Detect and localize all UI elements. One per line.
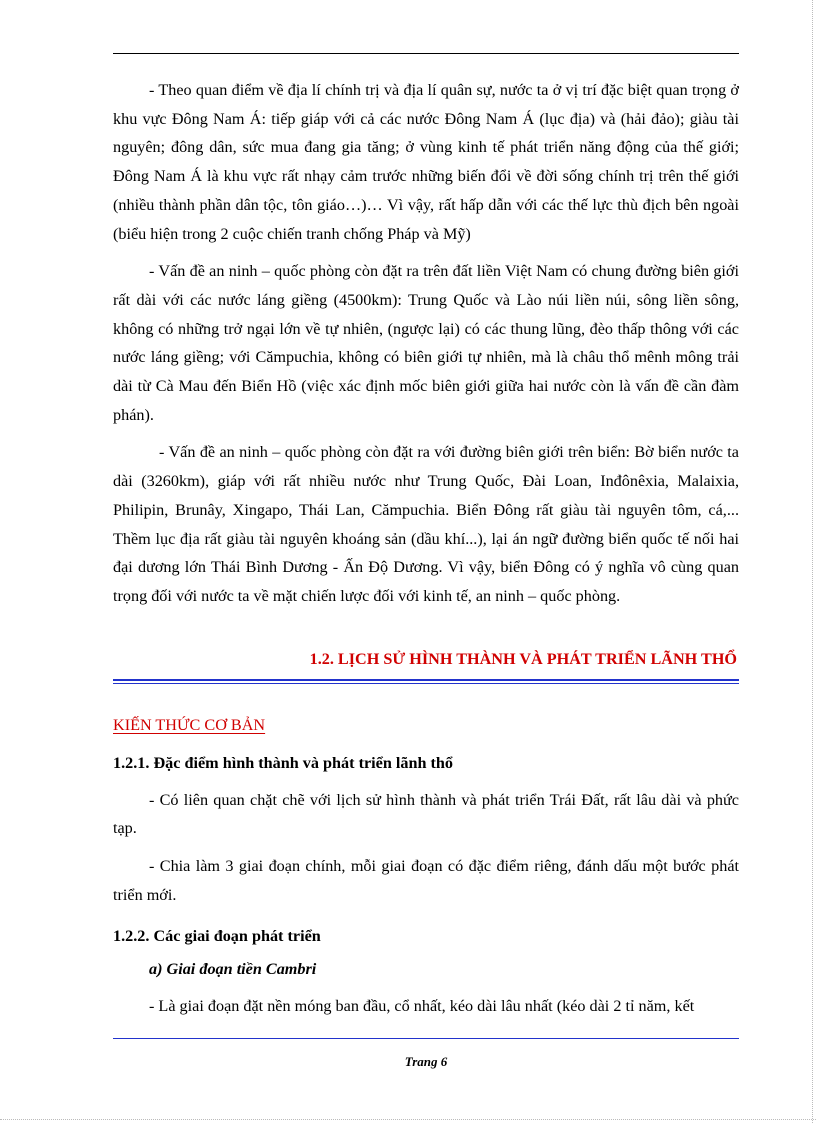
page-content <box>113 76 739 1030</box>
header-rule <box>113 53 739 54</box>
paragraph-formation-relation: - Có liên quan chặt chẽ với lịch sử hình thành và phát triển Trái Đất, rất lâu dài và phức tạp. <box>113 790 739 838</box>
paragraph-sea-border: - Vấn đề an ninh – quốc phòng còn đặt ra với đường biên giới trên biển: Bờ biển nước ta dài (3260km), giáp với rất nhiều nước như Trung Quốc, Đài Loan, Inđônêxia, Malaixia, Philipin, Brunây, Xingapo, Thái Lan, Cămpuchia. Biển Đông rất giàu tài nguyên tôm, cá,... Thềm lục địa rất giàu tài nguyên khoáng sản (dầu khí...), lại án ngữ đường biển quốc tế nối hai đại dương lớn Thái Bình Dương - Ấn Độ Dương. Vì vậy, biển Đông có ý nghĩa vô cùng quan trọng đối với nước ta về mặt chiến lược đối với kinh tế, an ninh – quốc phòng. <box>113 443 739 605</box>
section-title: 1.2. LỊCH SỬ HÌNH THÀNH VÀ PHÁT TRIỂN LÃNH THỔ <box>309 649 737 668</box>
paragraph-three-stages: - Chia làm 3 giai đoạn chính, mỗi giai đoạn có đặc điểm riêng, đánh dấu một bước phát triển mới. <box>113 857 739 904</box>
subsection-heading-1-2-2: 1.2.2. Các giai đoạn phát triển <box>113 927 321 946</box>
footer-rule <box>113 1038 739 1039</box>
section-title-underline <box>113 679 739 684</box>
page-number: Trang 6 <box>404 1054 448 1069</box>
subsection-heading-1-2-1: 1.2.1. Đặc điểm hình thành và phát triển lãnh thổ <box>113 753 454 772</box>
stage-a-heading: a) Giai đoạn tiền Cambri <box>149 960 317 979</box>
paragraph-precambrian: - Là giai đoạn đặt nền móng ban đầu, cổ nhất, kéo dài lâu nhất (kéo dài 2 tỉ năm, kết <box>149 997 695 1016</box>
paragraph-land-border: - Vấn đề an ninh – quốc phòng còn đặt ra trên đất liền Việt Nam có chung đường biên giới rất dài với các nước láng giềng (4500km): Trung Quốc và Lào núi liền núi, sông liền sông, không có những trở ngại lớn về tự nhiên, (ngược lại) có các thung lũng, đèo thấp thông với các nước láng giềng; với Cămpuchia, không có biên giới tự nhiên, mà là châu thổ mênh mông trải dài từ Cà Mau đến Biển Hồ (việc xác định mốc biên giới giữa hai nước còn là vấn đề cần đàm phán). <box>113 262 739 424</box>
page-edge-bottom <box>0 1119 816 1120</box>
basic-knowledge-heading: KIẾN THỨC CƠ BẢN <box>113 715 266 734</box>
paragraph-geopolitics: - Theo quan điểm về địa lí chính trị và địa lí quân sự, nước ta ở vị trí đặc biệt quan trọng ở khu vực Đông Nam Á: tiếp giáp với cả các nước Đông Nam Á (lục địa) và (hải đảo); giàu tài nguyên; đông dân, sức mua đang gia tăng; ở vùng kinh tế phát triển năng động của thế giới; Đông Nam Á là khu vực rất nhạy cảm trước những biến đổi về đời sống chính trị trên thế giới (nhiều thành phần dân tộc, tôn giáo…)… Vì vậy, rất hấp dẫn với các thế lực thù địch bên ngoài (biểu hiện trong 2 cuộc chiến tranh chống Pháp và Mỹ) <box>113 81 739 243</box>
page-edge-right <box>812 0 813 1123</box>
